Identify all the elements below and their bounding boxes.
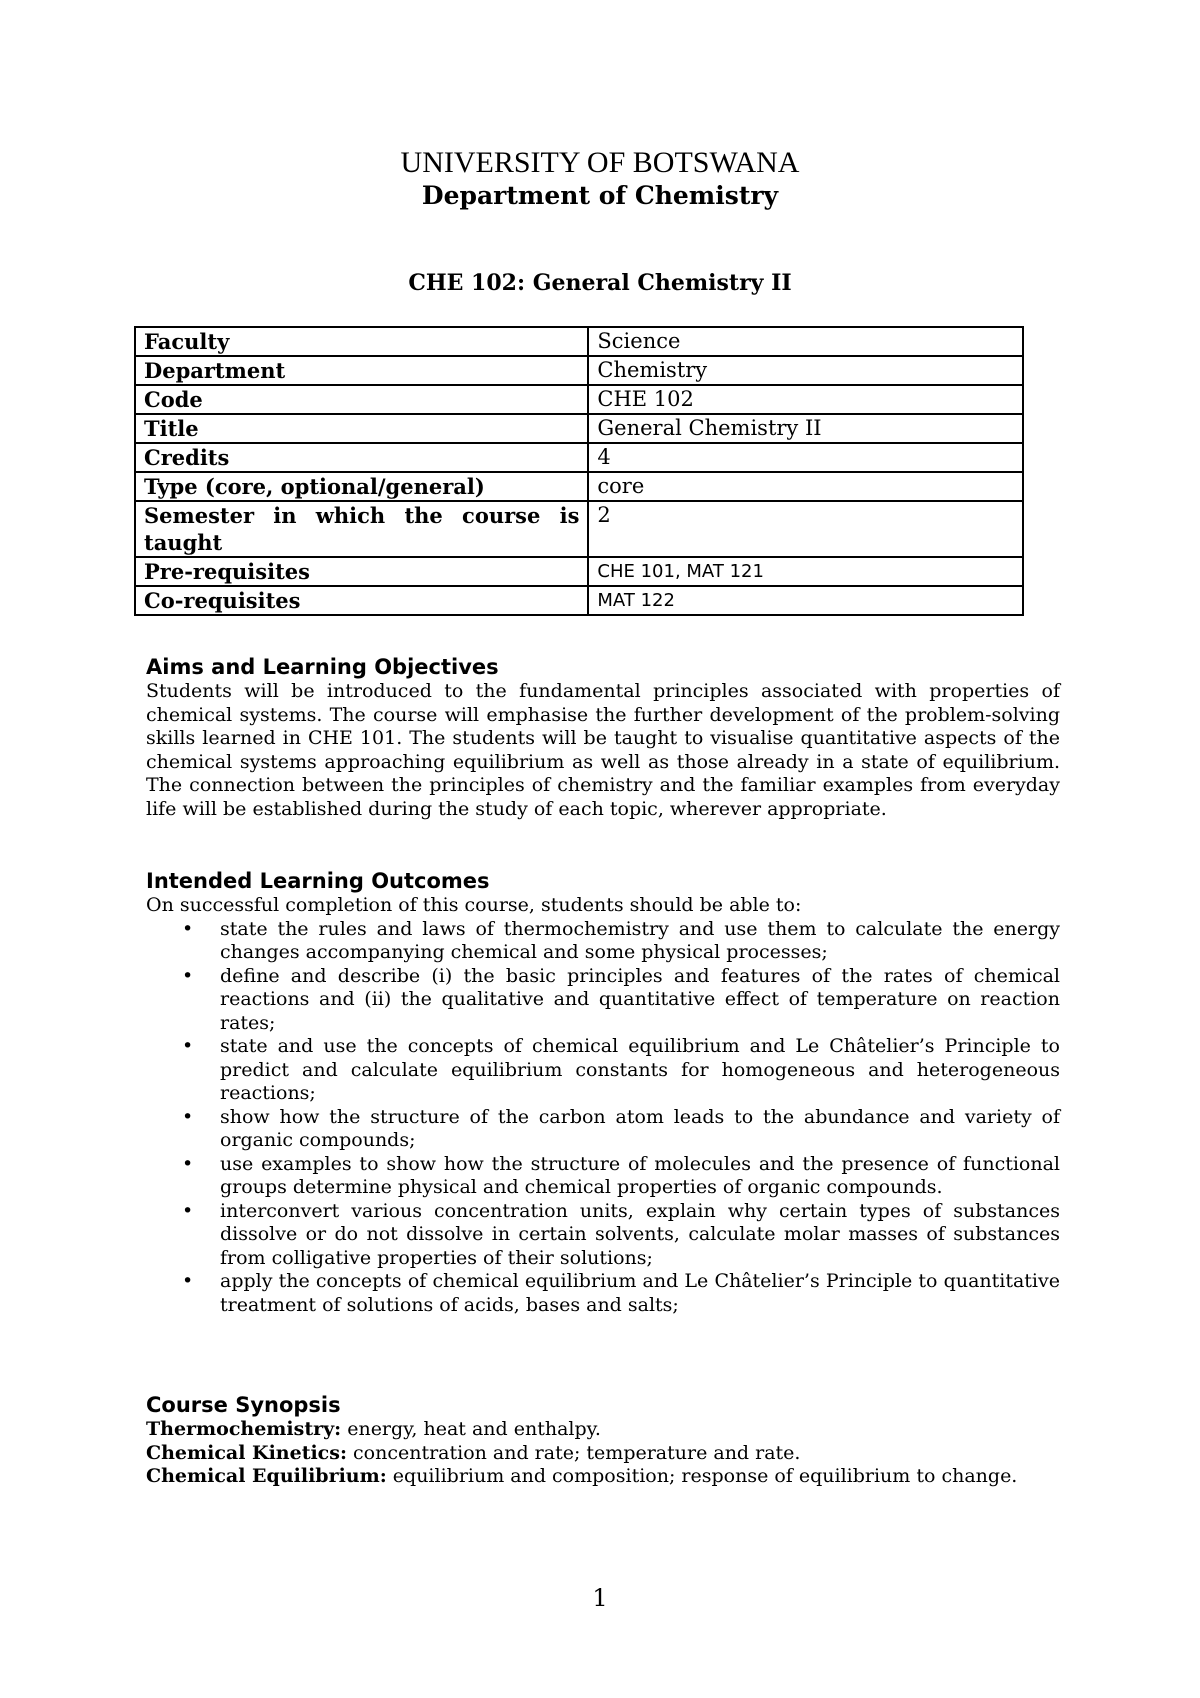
bullet-icon: • — [182, 1035, 194, 1057]
list-item-text: state the rules and laws of thermochemistry and use them to calculate the energy changes accompanying chemical and some physical processes; — [220, 917, 1060, 963]
row-value: 2 — [588, 501, 1023, 557]
list-item-text: interconvert various concentration units, explain why certain types of substances dissolve or do not dissolve in certain solvents, calculate molar masses of substances from colligative properties of their solutions; — [220, 1199, 1060, 1269]
row-value: 4 — [588, 443, 1023, 472]
row-label: Code — [135, 385, 588, 414]
list-item-text: state and use the concepts of chemical equilibrium and Le Châtelier’s Principle to predict and calculate equilibrium constants for homogeneous and heterogeneous reactions; — [220, 1035, 1060, 1104]
aims-heading: Aims and Learning Objectives — [146, 655, 499, 679]
table-row — [135, 327, 1023, 356]
bullet-icon: • — [182, 1270, 194, 1292]
course-info-table — [134, 326, 1024, 616]
list-item-text: define and describe (i) the basic principles and features of the rates of chemical reactions and (ii) the qualitative and quantitative effect of temperature on reaction rates; — [220, 964, 1060, 1034]
row-label: Pre-requisites — [135, 557, 588, 586]
table-row — [135, 356, 1023, 385]
outcomes-intro: On successful completion of this course, students should be able to: — [146, 894, 802, 916]
list-item-text: show how the structure of the carbon atom leads to the abundance and variety of organic compounds; — [220, 1105, 1060, 1151]
synopsis-section — [146, 1393, 1060, 1489]
list-item — [146, 1270, 1060, 1317]
row-value: CHE 101, MAT 121 — [588, 557, 1023, 586]
outcomes-list — [146, 918, 1060, 1318]
synopsis-heading: Course Synopsis — [146, 1393, 341, 1417]
list-item-text: apply the concepts of chemical equilibrium and Le Châtelier’s Principle to quantitative treatment of solutions of acids, bases and salts; — [220, 1270, 1060, 1316]
list-item — [146, 1035, 1060, 1106]
synopsis-line — [146, 1465, 1060, 1489]
synopsis-line — [146, 1442, 1060, 1466]
table-row — [135, 501, 1023, 557]
synopsis-text: concentration and rate; temperature and rate. — [346, 1441, 801, 1464]
bullet-icon: • — [182, 1199, 194, 1222]
row-label: Faculty — [135, 327, 588, 356]
bullet-icon: • — [182, 1152, 194, 1175]
page-number: 1 — [592, 1584, 608, 1612]
synopsis-text: energy, heat and enthalpy. — [341, 1418, 601, 1440]
outcomes-section — [146, 869, 1060, 1317]
synopsis-label: Chemical Equilibrium: — [146, 1465, 387, 1487]
list-item — [146, 1200, 1060, 1271]
synopsis-label: Chemical Kinetics: — [146, 1441, 347, 1464]
row-value: MAT 122 — [588, 586, 1023, 615]
row-label: Type (core, optional/general) — [135, 472, 588, 501]
table-row — [135, 385, 1023, 414]
synopsis-line — [146, 1418, 1060, 1442]
aims-section — [146, 655, 1060, 821]
list-item — [146, 918, 1060, 965]
row-label: Department — [135, 356, 588, 385]
outcomes-heading: Intended Learning Outcomes — [146, 869, 490, 893]
row-label: Title — [135, 414, 588, 443]
row-value: CHE 102 — [588, 385, 1023, 414]
list-item — [146, 965, 1060, 1036]
table-row — [135, 586, 1023, 615]
university-title: UNIVERSITY OF BOTSWANA — [400, 146, 800, 179]
row-value: General Chemistry II — [588, 414, 1023, 443]
row-value: Science — [588, 327, 1023, 356]
row-label: Credits — [135, 443, 588, 472]
bullet-icon: • — [182, 1105, 194, 1128]
synopsis-label: Thermochemistry: — [146, 1418, 342, 1440]
table-row — [135, 557, 1023, 586]
course-title: CHE 102: General Chemistry II — [408, 270, 792, 296]
bullet-icon: • — [182, 917, 194, 940]
row-value: core — [588, 472, 1023, 501]
bullet-icon: • — [182, 964, 194, 987]
row-label: Co-requisites — [135, 586, 588, 615]
synopsis-text: equilibrium and composition; response of equilibrium to change. — [386, 1465, 1018, 1487]
list-item — [146, 1106, 1060, 1153]
row-value: Chemistry — [588, 356, 1023, 385]
list-item — [146, 1153, 1060, 1200]
list-item-text: use examples to show how the structure of molecules and the presence of functional groups determine physical and chemical properties of organic compounds. — [220, 1152, 1060, 1198]
table-row — [135, 472, 1023, 501]
table-row — [135, 414, 1023, 443]
department-title: Department of Chemistry — [421, 181, 779, 210]
row-label: Semester in which the course is taught — [135, 501, 588, 557]
table-row — [135, 443, 1023, 472]
aims-paragraph: Students will be introduced to the fundamental principles associated with properties of chemical systems. The course will emphasise the further development of the problem-solving skills learned in CHE 101. The students will be taught to visualise quantitative aspects of the chemical systems approaching equilibrium as well as those already in a state of equilibrium. The connection between the principles of chemistry and the familiar examples from everyday life will be established during the study of each topic, wherever appropriate. — [146, 680, 1060, 820]
